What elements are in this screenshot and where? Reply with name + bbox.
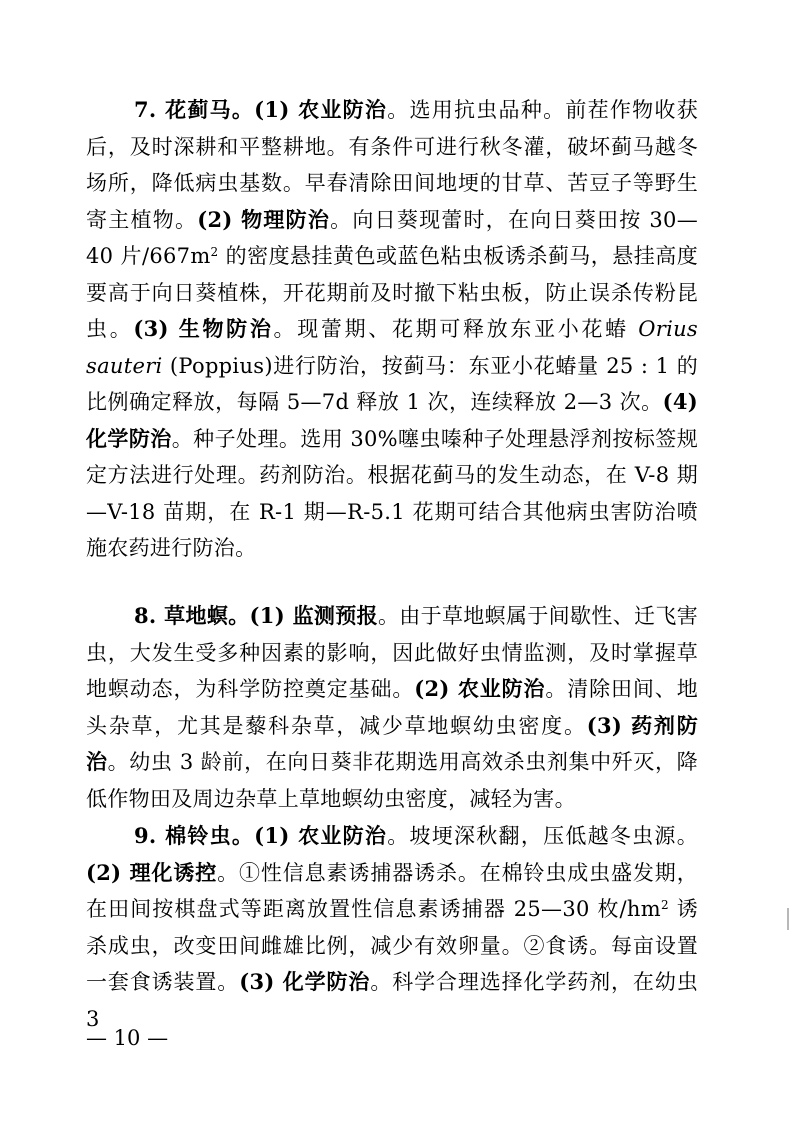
method-text: 。幼虫 3 龄前，在向日葵非花期选用高效杀虫剂集中歼灭，降低作物田及周边杂草上草地螟幼虫密度，减轻为害。: [86, 750, 698, 811]
section-7-thrips: [86, 92, 698, 567]
method-text: 。选用抗虫品种。前茬作物收获后，及时深耕和平整耕地。有条件可进行秋冬灌，破坏蓟马越冬场所，降低病虫基数。早春清除田间地埂的甘草、苦豆子等野生寄主植物。: [86, 98, 698, 232]
section-9-bollworm: [86, 818, 698, 1037]
method-text: 诱杀成虫，改变田间雌雄比例，减少有效卵量。②食诱。每亩设置一套食诱装置。: [86, 897, 699, 994]
method-label: (1) 农业防治: [254, 823, 388, 848]
method-text: 的密度悬挂黄色或蓝色粘虫板诱杀蓟马，悬挂高度要高于向日葵植株，开花期前及时撤下粘虫板，防止误杀传粉昆虫。: [86, 244, 698, 341]
method-label: (3) 生物防治: [133, 316, 274, 341]
method-label: (3) 药剂防治: [86, 712, 698, 774]
method-label: (3) 化学防治: [239, 969, 371, 994]
method-text: 。坡埂深秋翻，压低越冬虫源。: [387, 824, 698, 848]
species-name: Orius sauteri: [86, 317, 698, 378]
method-label: (4) 化学防治: [86, 389, 698, 451]
section-title: 9. 棉铃虫。: [134, 823, 255, 848]
method-label: (2) 物理防治: [197, 206, 331, 232]
section-7-paragraph: [86, 92, 698, 567]
section-9-paragraph: [86, 818, 698, 1037]
scan-edge-mark: [787, 908, 789, 930]
method-text: 。向日葵现蕾时，在向日葵田按 30—40 片/667m: [86, 207, 699, 268]
superscript: 2: [210, 245, 219, 259]
method-text: 。由于草地螟属于间歇性、迁飞害虫，大发生受多种因素的影响，因此做好虫情监测，及时掌握草地螟动态，为科学防控奠定基础。: [86, 604, 699, 701]
section-title: 8. 草地螟。: [134, 603, 250, 628]
section-8-meadow-moth: [86, 598, 698, 817]
method-text: 。清除田间、地头杂草，尤其是藜科杂草，减少草地螟幼虫密度。: [86, 677, 698, 738]
method-label: (1) 监测预报: [249, 603, 378, 628]
method-text: 。①性信息素诱捕器诱杀。在棉铃虫成虫盛发期，在田间按棋盘式等距离放置性信息素诱捕器 25—30 枚/hm: [86, 860, 698, 921]
method-label: (2) 理化诱控: [86, 859, 218, 885]
superscript: 2: [660, 898, 669, 912]
page-number: — 10 —: [86, 1026, 169, 1050]
method-text: 。种子处理。选用 30%噻虫嗪种子处理悬浮剂按标签规定方法进行处理。药剂防治。根据花蓟马的发生动态，在 V-8 期—V-18 苗期，在 R-1 期—R-5.1 花期可结合其他病虫害防治喷施农药进行防治。: [86, 426, 699, 560]
section-title: 7. 花蓟马。: [134, 97, 255, 122]
method-text: (Poppius)进行防治，按蓟马：东亚小花蝽量 25 : 1 的比例确定释放，每隔 5—7d 释放 1 次，连续释放 2—3 次。: [86, 353, 698, 414]
section-8-paragraph: [86, 598, 698, 817]
method-text: 。科学合理选择化学药剂，在幼虫 3: [86, 970, 699, 1031]
method-label: (1) 农业防治: [254, 97, 388, 122]
method-text: 。现蕾期、花期可释放东亚小花蝽: [273, 317, 639, 341]
method-label: (2) 农业防治: [414, 676, 546, 701]
